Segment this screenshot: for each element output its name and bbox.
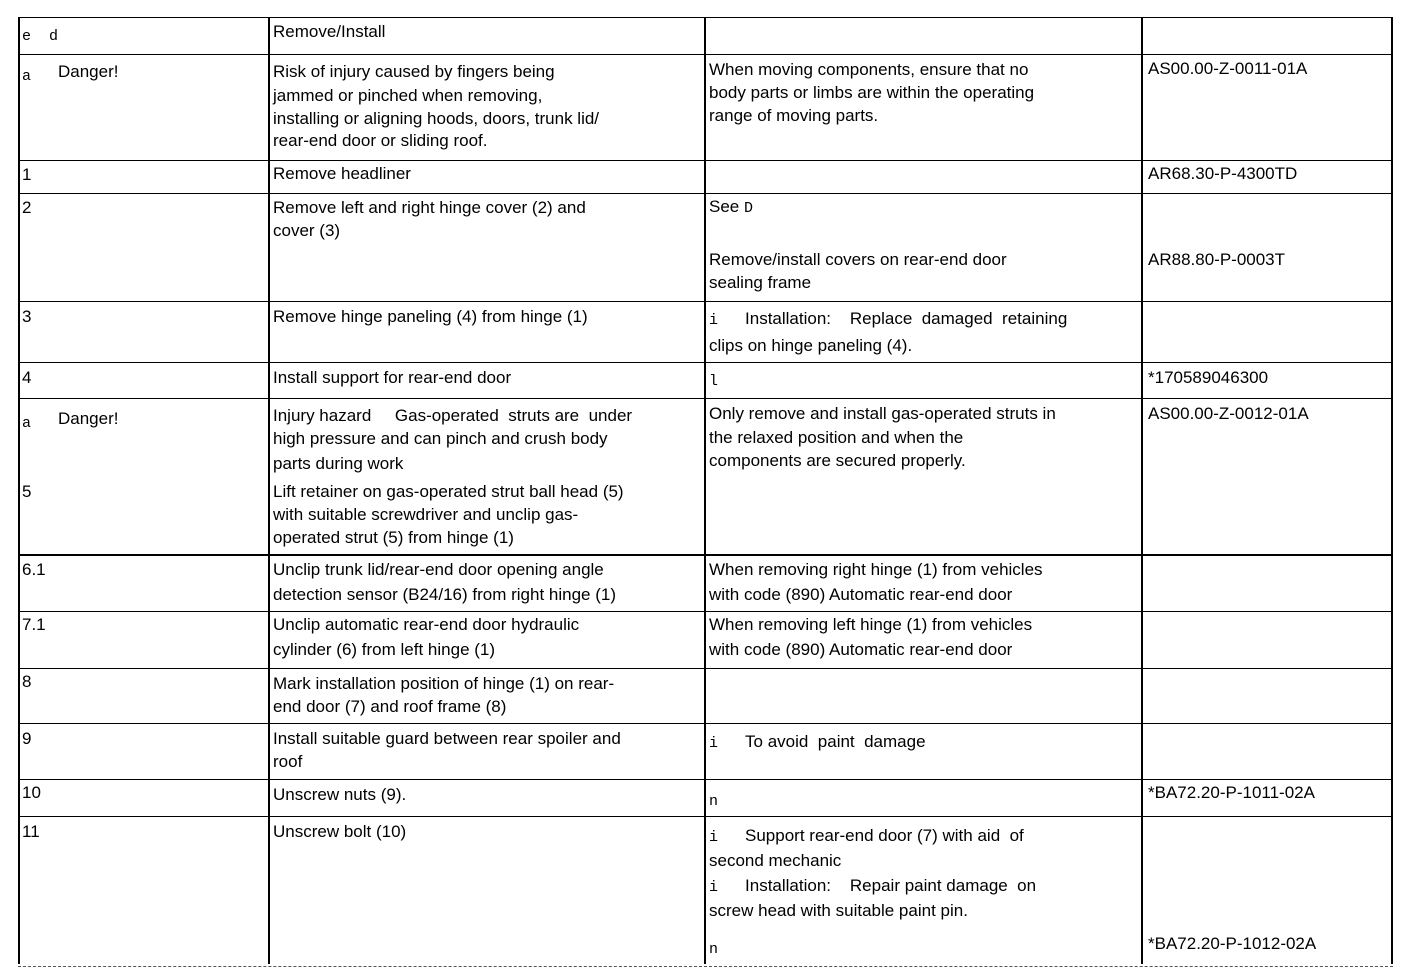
reference-link[interactable]: *BA72.20-P-1012-02A [1148,934,1317,953]
step-number: 3 [22,307,32,326]
danger-label: Danger! [58,409,119,428]
instruction-text: Injury hazard Gas-operated struts are under high pressure and can pinch and crush body parts during work [273,406,633,473]
page-bottom-rule [18,966,1393,968]
reference-link[interactable]: AS00.00-Z-0011-01A [1148,59,1308,78]
instruction-text: Install suitable guard between rear spoiler and roof [273,729,621,771]
step-number: 5 [22,482,32,501]
instruction-text: Risk of injury caused by fingers being jammed or pinched when removing, installing or aligning hoods, doors, trunk lid/ rear-end door or sliding roof. [273,62,600,150]
instruction-text: Unscrew bolt (10) [273,822,407,841]
row-line [18,160,1393,161]
instruction-text: Mark installation position of hinge (1) on rear- end door (7) and roof frame (8) [273,674,615,716]
bolt-specification-icon: n [709,793,719,810]
step-number: 11 [22,822,40,841]
note-text: i Installation: Repair paint damage on screw head with suitable paint pin. [709,876,1037,920]
row-line [18,54,1393,55]
note-text: When removing right hinge (1) from vehicles with code (890) Automatic rear-end door [709,560,1043,604]
step-number: 8 [22,672,32,691]
instruction-text: Remove hinge paneling (4) from hinge (1) [273,307,588,326]
instruction-text: Unclip automatic rear-end door hydraulic cylinder (6) from left hinge (1) [273,615,580,659]
see-reference: See D [709,197,753,217]
info-icon: i [709,879,719,896]
row-line [18,193,1393,194]
reference-link[interactable]: AR68.30-P-4300TD [1148,164,1298,183]
step-number: 10 [22,783,41,802]
info-icon: i [709,829,719,846]
info-icon: i [709,312,719,329]
note-text: i Support rear-end door (7) with aid of second mechanic [709,826,1024,870]
row-line [18,668,1393,669]
danger-icon: a [22,415,32,432]
row-line [18,611,1393,612]
row-line [18,723,1393,724]
row-line [18,816,1393,817]
step-number: 7.1 [22,615,46,634]
instruction-text: Unclip trunk lid/rear-end door opening angle detection sensor (B24/16) from right hinge (1) [273,560,617,604]
row-line [18,398,1393,399]
note-text: i To avoid paint damage [709,732,926,752]
row-line [18,554,1393,556]
instruction-text: Lift retainer on gas-operated strut ball head (5) with suitable screwdriver and unclip gas- operated strut (5) from hinge (1) [273,482,624,547]
reference-link[interactable]: AR88.80-P-0003T [1148,250,1286,269]
reference-link[interactable]: AS00.00-Z-0012-01A [1148,404,1309,423]
reference-link[interactable]: *170589046300 [1148,368,1269,387]
step-number: 2 [22,198,32,217]
info-icon: i [709,735,719,752]
bolt-specification-icon: n [709,941,719,958]
danger-label: Danger! [58,62,119,81]
header-symbols: e d [22,28,59,45]
note-text: i Installation: Replace damaged retaining clips on hinge paneling (4). [709,309,1068,355]
document-icon: D [743,200,753,217]
instruction-text: Remove headliner [273,164,411,183]
note-text: When removing left hinge (1) from vehicles with code (890) Automatic rear-end door [709,615,1033,659]
note-text: Remove/install covers on rear-end door sealing frame [709,250,1007,292]
step-number: 6.1 [22,560,46,579]
step-number: 4 [22,368,32,387]
danger-icon: a [22,68,32,85]
instruction-text: Install support for rear-end door [273,368,512,387]
note-text: When moving components, ensure that no body parts or limbs are within the operating range of moving parts. [709,60,1035,125]
step-number: 9 [22,729,32,748]
instruction-text: Remove left and right hinge cover (2) and cover (3) [273,198,586,240]
instruction-text: Unscrew nuts (9). [273,785,407,804]
reference-link[interactable]: *BA72.20-P-1011-02A [1148,783,1315,802]
header-title: Remove/Install [273,22,386,41]
row-line [18,301,1393,302]
tool-icon: l [709,373,719,390]
row-line [18,779,1393,780]
step-number: 1 [22,165,32,184]
note-text: Only remove and install gas-operated struts in the relaxed position and when the components are secured properly. [709,404,1056,470]
row-line [18,362,1393,363]
row-line [18,17,1393,18]
